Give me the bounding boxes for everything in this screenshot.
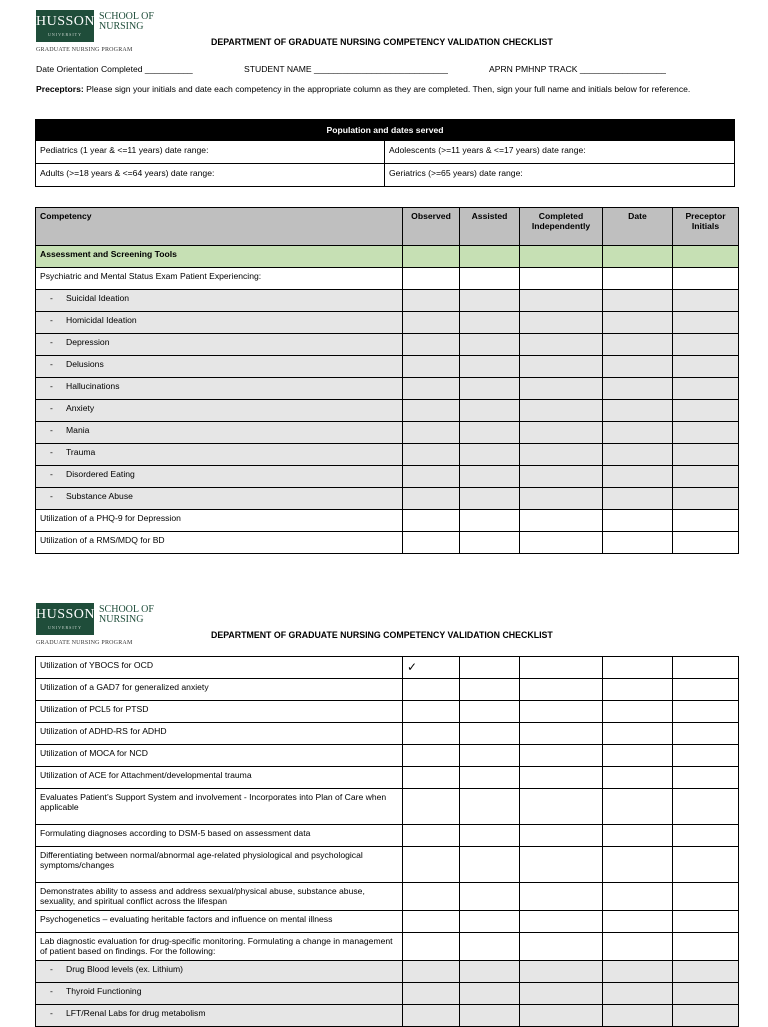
table-row <box>36 312 739 334</box>
completed-cell[interactable] <box>520 488 603 510</box>
competency-label: Trauma <box>66 447 96 457</box>
date-cell[interactable] <box>603 983 673 1005</box>
observed-cell[interactable] <box>403 933 460 961</box>
preceptor-cell[interactable] <box>673 290 739 312</box>
observed-cell[interactable] <box>403 400 460 422</box>
section-cell <box>673 246 739 268</box>
observed-cell[interactable] <box>403 334 460 356</box>
competency-cell <box>36 657 403 679</box>
observed-cell[interactable] <box>403 745 460 767</box>
student-name-field[interactable]: STUDENT NAME ____________________________ <box>244 64 448 74</box>
competency-label: Anxiety <box>66 403 95 413</box>
assisted-cell[interactable] <box>460 268 520 290</box>
completed-cell[interactable] <box>520 334 603 356</box>
competency-cell <box>36 701 403 723</box>
date-cell[interactable] <box>603 510 673 532</box>
competency-label: Depression <box>66 337 110 347</box>
date-cell[interactable] <box>603 723 673 745</box>
competency-label: Thyroid Functioning <box>66 986 142 996</box>
bullet-dash: - <box>50 359 53 369</box>
preceptor-cell[interactable] <box>673 961 739 983</box>
university-logo-page2 <box>36 603 166 647</box>
table-row <box>36 657 739 679</box>
completed-cell[interactable] <box>520 657 603 679</box>
section-cell <box>520 246 603 268</box>
table-row <box>36 911 739 933</box>
date-cell[interactable] <box>603 883 673 911</box>
date-cell[interactable] <box>603 745 673 767</box>
bullet-dash: - <box>50 1008 53 1018</box>
competency-cell <box>36 444 403 466</box>
assisted-cell[interactable] <box>460 356 520 378</box>
date-cell[interactable] <box>603 268 673 290</box>
table-row <box>36 723 739 745</box>
observed-cell[interactable] <box>403 1005 460 1027</box>
competency-cell <box>36 378 403 400</box>
date-cell[interactable] <box>603 356 673 378</box>
competency-label: Demonstrates ability to assess and address sexual/physical abuse, substance abuse, sexuality, and spiritual conflict across the lifespan <box>40 886 365 906</box>
completed-cell[interactable] <box>520 444 603 466</box>
preceptor-cell[interactable] <box>673 378 739 400</box>
competency-table-page1 <box>35 207 739 554</box>
document-title-page2: DEPARTMENT OF GRADUATE NURSING COMPETENCY VALIDATION CHECKLIST <box>211 630 553 640</box>
competency-label: Drug Blood levels (ex. Lithium) <box>66 964 184 974</box>
completed-cell[interactable] <box>520 356 603 378</box>
date-cell[interactable] <box>603 466 673 488</box>
assisted-cell[interactable] <box>460 290 520 312</box>
table-row <box>36 961 739 983</box>
completed-cell[interactable] <box>520 679 603 701</box>
assisted-cell[interactable] <box>460 825 520 847</box>
assisted-cell[interactable] <box>460 767 520 789</box>
bullet-dash: - <box>50 491 53 501</box>
competency-cell <box>36 679 403 701</box>
observed-cell[interactable] <box>403 422 460 444</box>
competency-cell <box>36 933 403 961</box>
date-cell[interactable] <box>603 1005 673 1027</box>
section-title: Assessment and Screening Tools <box>36 246 403 268</box>
assisted-cell[interactable] <box>460 510 520 532</box>
table-row <box>36 422 739 444</box>
competency-cell <box>36 510 403 532</box>
completed-cell[interactable] <box>520 268 603 290</box>
completed-cell[interactable] <box>520 983 603 1005</box>
assisted-cell[interactable] <box>460 378 520 400</box>
competency-label: Disordered Eating <box>66 469 135 479</box>
table-row <box>36 444 739 466</box>
observed-cell[interactable] <box>403 679 460 701</box>
competency-cell <box>36 847 403 883</box>
competency-label: Psychiatric and Mental Status Exam Patient Experiencing: <box>40 271 262 281</box>
pediatrics-range[interactable]: Pediatrics (1 year & <=11 years) date range: <box>36 141 385 164</box>
competency-label: LFT/Renal Labs for drug metabolism <box>66 1008 206 1018</box>
table-row <box>36 847 739 883</box>
assisted-cell[interactable] <box>460 444 520 466</box>
logo-school: SCHOOL OF NURSING <box>99 11 154 32</box>
preceptor-cell[interactable] <box>673 933 739 961</box>
completed-cell[interactable] <box>520 378 603 400</box>
observed-cell[interactable] <box>403 290 460 312</box>
assisted-cell[interactable] <box>460 312 520 334</box>
competency-label: Utilization of a GAD7 for generalized anxiety <box>40 682 209 692</box>
assisted-cell[interactable] <box>460 745 520 767</box>
competency-cell <box>36 767 403 789</box>
competency-cell <box>36 422 403 444</box>
observed-cell[interactable] <box>403 312 460 334</box>
observed-cell[interactable] <box>403 825 460 847</box>
completed-cell[interactable] <box>520 422 603 444</box>
assisted-cell[interactable] <box>460 657 520 679</box>
bullet-dash: - <box>50 447 53 457</box>
preceptor-cell[interactable] <box>673 510 739 532</box>
assisted-cell[interactable] <box>460 1005 520 1027</box>
preceptor-cell[interactable] <box>673 400 739 422</box>
competency-cell <box>36 290 403 312</box>
bullet-dash: - <box>50 425 53 435</box>
checkmark-icon: ✓ <box>407 660 418 674</box>
table-row <box>36 883 739 911</box>
observed-cell[interactable] <box>403 847 460 883</box>
date-cell[interactable] <box>603 911 673 933</box>
competency-label: Hallucinations <box>66 381 120 391</box>
bullet-dash: - <box>50 315 53 325</box>
completed-cell[interactable] <box>520 933 603 961</box>
competency-label: Mania <box>66 425 90 435</box>
completed-cell[interactable] <box>520 847 603 883</box>
observed-cell[interactable] <box>403 444 460 466</box>
logo-name: HUSSON <box>36 14 96 29</box>
preceptor-cell[interactable] <box>673 789 739 825</box>
col-completed-independently: Completed Independently <box>520 208 603 246</box>
assisted-cell[interactable] <box>460 422 520 444</box>
date-cell[interactable] <box>603 444 673 466</box>
assisted-cell[interactable] <box>460 679 520 701</box>
date-cell[interactable] <box>603 400 673 422</box>
completed-cell[interactable] <box>520 400 603 422</box>
observed-cell[interactable] <box>403 883 460 911</box>
observed-cell[interactable] <box>403 723 460 745</box>
competency-cell <box>36 961 403 983</box>
logo-sub: UNIVERSITY <box>48 32 82 37</box>
preceptor-cell[interactable] <box>673 745 739 767</box>
preceptor-cell[interactable] <box>673 356 739 378</box>
col-date: Date <box>603 208 673 246</box>
competency-label: Utilization of a PHQ-9 for Depression <box>40 513 181 523</box>
assisted-cell[interactable] <box>460 400 520 422</box>
logo-sub: UNIVERSITY <box>48 625 82 630</box>
assisted-cell[interactable] <box>460 532 520 554</box>
competency-label: Utilization of YBOCS for OCD <box>40 660 154 670</box>
adults-range[interactable]: Adults (>=18 years & <=64 years) date range: <box>36 164 385 187</box>
competency-label: Utilization of PCL5 for PTSD <box>40 704 149 714</box>
logo-name: HUSSON <box>36 607 96 622</box>
table-row <box>36 933 739 961</box>
observed-cell[interactable] <box>403 466 460 488</box>
competency-cell <box>36 400 403 422</box>
assisted-cell[interactable] <box>460 334 520 356</box>
section-cell <box>603 246 673 268</box>
assisted-cell[interactable] <box>460 466 520 488</box>
observed-cell[interactable] <box>403 911 460 933</box>
preceptor-cell[interactable] <box>673 334 739 356</box>
completed-cell[interactable] <box>520 466 603 488</box>
completed-cell[interactable] <box>520 767 603 789</box>
logo-program: GRADUATE NURSING PROGRAM <box>36 640 133 646</box>
table-row <box>36 983 739 1005</box>
table-row <box>36 745 739 767</box>
competency-label: Delusions <box>66 359 104 369</box>
competency-cell <box>36 883 403 911</box>
observed-cell[interactable] <box>403 961 460 983</box>
competency-cell <box>36 911 403 933</box>
competency-cell <box>36 983 403 1005</box>
preceptors-text: Please sign your initials and date each competency in the appropriate column as they are completed. Then, sign your full name and initials below for reference. <box>83 84 691 94</box>
table-row <box>36 334 739 356</box>
logo-program: GRADUATE NURSING PROGRAM <box>36 47 133 53</box>
assisted-cell[interactable] <box>460 488 520 510</box>
completed-cell[interactable] <box>520 701 603 723</box>
completed-cell[interactable] <box>520 745 603 767</box>
date-cell[interactable] <box>603 312 673 334</box>
completed-cell[interactable] <box>520 961 603 983</box>
observed-cell[interactable] <box>403 268 460 290</box>
competency-cell <box>36 789 403 825</box>
preceptor-cell[interactable] <box>673 911 739 933</box>
observed-cell[interactable] <box>403 532 460 554</box>
observed-cell[interactable] <box>403 983 460 1005</box>
competency-cell <box>36 488 403 510</box>
assisted-cell[interactable] <box>460 701 520 723</box>
table-row <box>36 767 739 789</box>
date-cell[interactable] <box>603 961 673 983</box>
observed-cell[interactable] <box>403 356 460 378</box>
preceptor-cell[interactable] <box>673 825 739 847</box>
competency-cell <box>36 532 403 554</box>
completed-cell[interactable] <box>520 911 603 933</box>
date-cell[interactable] <box>603 789 673 825</box>
table-row <box>36 789 739 825</box>
bullet-dash: - <box>50 293 53 303</box>
date-cell[interactable] <box>603 378 673 400</box>
table-row <box>36 356 739 378</box>
preceptor-cell[interactable] <box>673 1005 739 1027</box>
competency-label: Differentiating between normal/abnormal age-related physiological and psychological symptoms/changes <box>40 850 363 870</box>
bullet-dash: - <box>50 403 53 413</box>
competency-label: Suicidal Ideation <box>66 293 130 303</box>
date-cell[interactable] <box>603 847 673 883</box>
table-row <box>36 532 739 554</box>
assisted-cell[interactable] <box>460 883 520 911</box>
table-row <box>36 400 739 422</box>
observed-cell[interactable] <box>403 488 460 510</box>
assisted-cell[interactable] <box>460 789 520 825</box>
assisted-cell[interactable] <box>460 933 520 961</box>
completed-cell[interactable] <box>520 723 603 745</box>
preceptor-cell[interactable] <box>673 847 739 883</box>
table-row <box>36 825 739 847</box>
assisted-cell[interactable] <box>460 961 520 983</box>
preceptor-cell[interactable] <box>673 532 739 554</box>
assisted-cell[interactable] <box>460 723 520 745</box>
competency-cell <box>36 312 403 334</box>
completed-cell[interactable] <box>520 1005 603 1027</box>
competency-cell <box>36 745 403 767</box>
logo-school: SCHOOL OF NURSING <box>99 604 154 625</box>
competency-table-page2 <box>35 656 739 1027</box>
completed-cell[interactable] <box>520 789 603 825</box>
table-row <box>36 378 739 400</box>
preceptor-cell[interactable] <box>673 466 739 488</box>
observed-cell[interactable] <box>403 701 460 723</box>
completed-cell[interactable] <box>520 825 603 847</box>
preceptor-cell[interactable] <box>673 723 739 745</box>
completed-cell[interactable] <box>520 883 603 911</box>
competency-label: Substance Abuse <box>66 491 133 501</box>
assisted-cell[interactable] <box>460 847 520 883</box>
table-row <box>36 466 739 488</box>
observed-cell[interactable] <box>403 789 460 825</box>
bullet-dash: - <box>50 986 53 996</box>
preceptor-cell[interactable] <box>673 312 739 334</box>
table-row <box>36 268 739 290</box>
preceptor-cell[interactable] <box>673 767 739 789</box>
bullet-dash: - <box>50 469 53 479</box>
date-cell[interactable] <box>603 701 673 723</box>
preceptor-cell[interactable] <box>673 422 739 444</box>
geriatrics-range[interactable]: Geriatrics (>=65 years) date range: <box>385 164 735 187</box>
preceptor-cell[interactable] <box>673 657 739 679</box>
date-cell[interactable] <box>603 933 673 961</box>
competency-label: Utilization of ADHD-RS for ADHD <box>40 726 167 736</box>
preceptors-label: Preceptors: <box>36 84 84 94</box>
bullet-dash: - <box>50 337 53 347</box>
university-logo <box>36 10 166 54</box>
preceptor-cell[interactable] <box>673 679 739 701</box>
table-row <box>36 488 739 510</box>
col-assisted: Assisted <box>460 208 520 246</box>
table-row <box>36 701 739 723</box>
preceptor-cell[interactable] <box>673 444 739 466</box>
adolescents-range[interactable]: Adolescents (>=11 years & <=17 years) date range: <box>385 141 735 164</box>
competency-label: Formulating diagnoses according to DSM-5 based on assessment data <box>40 828 311 838</box>
competency-label: Lab diagnostic evaluation for drug-specific monitoring. Formulating a change in management of patient based on findings. For the following: <box>40 936 393 956</box>
preceptor-cell[interactable] <box>673 701 739 723</box>
date-cell[interactable] <box>603 679 673 701</box>
observed-cell[interactable] <box>403 767 460 789</box>
observed-cell[interactable] <box>403 378 460 400</box>
date-cell[interactable] <box>603 532 673 554</box>
completed-cell[interactable] <box>520 510 603 532</box>
document-title: DEPARTMENT OF GRADUATE NURSING COMPETENCY VALIDATION CHECKLIST <box>211 37 553 47</box>
competency-cell <box>36 723 403 745</box>
competency-label: Utilization of MOCA for NCD <box>40 748 148 758</box>
preceptor-cell[interactable] <box>673 268 739 290</box>
preceptor-cell[interactable] <box>673 488 739 510</box>
table-row <box>36 679 739 701</box>
competency-cell <box>36 466 403 488</box>
col-competency: Competency <box>36 208 403 246</box>
completed-cell[interactable] <box>520 532 603 554</box>
competency-cell <box>36 825 403 847</box>
population-table <box>35 119 735 187</box>
competency-cell <box>36 334 403 356</box>
competency-cell <box>36 356 403 378</box>
table-row <box>36 510 739 532</box>
date-cell[interactable] <box>603 334 673 356</box>
competency-label: Evaluates Patient’s Support System and involvement - Incorporates into Plan of Care when applicable <box>40 792 387 812</box>
competency-label: Utilization of ACE for Attachment/developmental trauma <box>40 770 252 780</box>
competency-label: Psychogenetics – evaluating heritable factors and influence on mental illness <box>40 914 333 924</box>
preceptor-cell[interactable] <box>673 983 739 1005</box>
section-cell <box>403 246 460 268</box>
assisted-cell[interactable] <box>460 983 520 1005</box>
date-cell[interactable] <box>603 657 673 679</box>
date-cell[interactable] <box>603 290 673 312</box>
preceptors-instructions <box>36 82 736 96</box>
competency-label: Homicidal Ideation <box>66 315 137 325</box>
logo-mark <box>36 603 94 635</box>
assisted-cell[interactable] <box>460 911 520 933</box>
date-cell[interactable] <box>603 767 673 789</box>
date-orientation-field[interactable]: Date Orientation Completed __________ <box>36 64 193 74</box>
preceptor-cell[interactable] <box>673 883 739 911</box>
logo-mark <box>36 10 94 42</box>
observed-cell[interactable] <box>403 657 460 679</box>
completed-cell[interactable] <box>520 312 603 334</box>
date-cell[interactable] <box>603 488 673 510</box>
track-field[interactable]: APRN PMHNP TRACK __________________ <box>489 64 666 74</box>
section-cell <box>460 246 520 268</box>
bullet-dash: - <box>50 964 53 974</box>
competency-cell <box>36 268 403 290</box>
col-preceptor-initials: Preceptor Initials <box>673 208 739 246</box>
col-observed: Observed <box>403 208 460 246</box>
population-header: Population and dates served <box>36 120 735 141</box>
competency-label: Utilization of a RMS/MDQ for BD <box>40 535 165 545</box>
table-row <box>36 1005 739 1027</box>
section-row <box>36 246 739 268</box>
table-row <box>36 290 739 312</box>
bullet-dash: - <box>50 381 53 391</box>
competency-cell <box>36 1005 403 1027</box>
observed-cell[interactable] <box>403 510 460 532</box>
date-cell[interactable] <box>603 825 673 847</box>
completed-cell[interactable] <box>520 290 603 312</box>
date-cell[interactable] <box>603 422 673 444</box>
